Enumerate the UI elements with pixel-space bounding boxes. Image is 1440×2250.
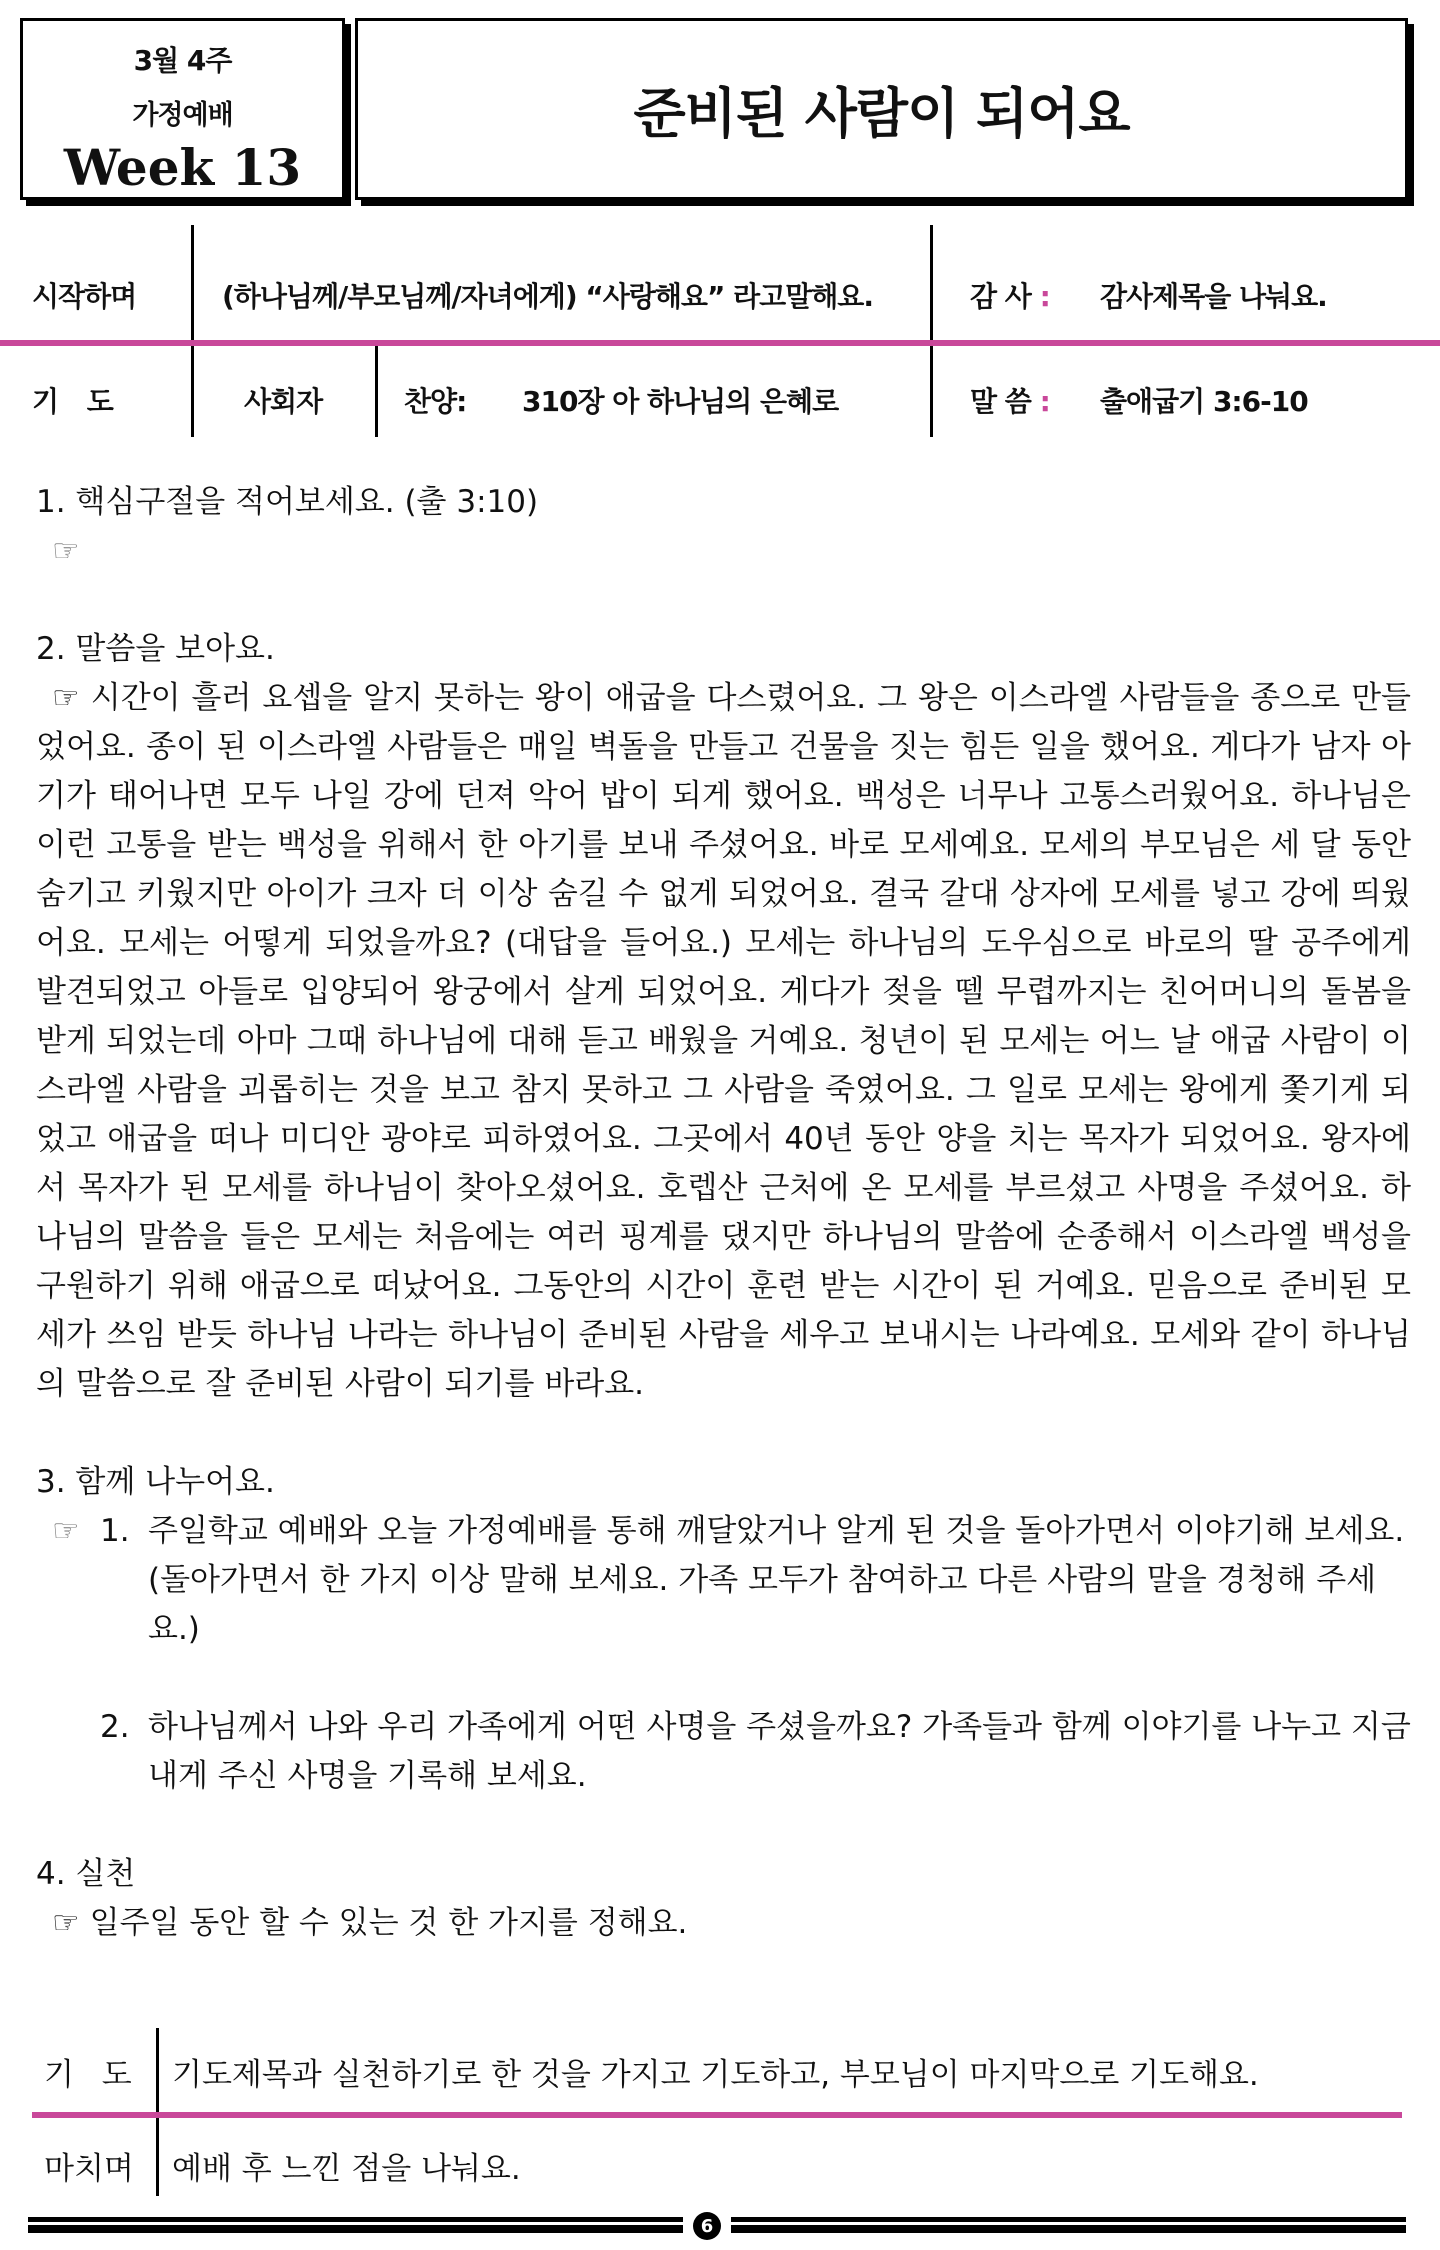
- open-label: 시작하며: [32, 280, 137, 313]
- divider: [156, 2118, 159, 2196]
- pray-label: 기 도: [32, 385, 113, 418]
- footer-rule-right: [731, 2217, 1406, 2233]
- leader-label: 사회자: [244, 385, 323, 418]
- closing-text: 예배 후 느낀 점을 나눠요.: [172, 2151, 521, 2187]
- item-number: 1.: [100, 1513, 130, 1549]
- closing-table: [32, 2023, 1402, 2208]
- colon: :: [1039, 280, 1050, 313]
- page-number: 6: [693, 2212, 721, 2240]
- thanks-label-text: 감 사: [970, 280, 1031, 313]
- week-date: 3월 4주: [133, 44, 232, 77]
- lesson-content: [36, 478, 1411, 1948]
- title-box: [355, 18, 1408, 200]
- thanks-label: [970, 275, 1050, 315]
- pink-divider: [0, 340, 1440, 346]
- order-of-service: [0, 225, 1440, 440]
- word-label: [970, 380, 1050, 420]
- item-number: 2.: [100, 1709, 130, 1745]
- pointing-hand-icon: ☞: [52, 1513, 80, 1549]
- word-label-text: 말 씀: [970, 385, 1031, 418]
- closing-pray-text: 기도제목과 실천하기로 한 것을 가지고 기도하고, 부모님이 마지막으로 기도해요.: [172, 2057, 1259, 2093]
- pointing-hand-icon: ☞: [52, 533, 80, 569]
- section-1-heading: 1. 핵심구절을 적어보세요. (출 3:10): [36, 484, 539, 520]
- pink-divider: [32, 2112, 1402, 2118]
- closing-pray-label: 기 도: [44, 2057, 132, 2093]
- divider: [930, 225, 933, 437]
- word-text: 출애굽기 3:6-10: [1100, 385, 1308, 418]
- footer-rule-left: [28, 2217, 683, 2233]
- open-text: (하나님께/부모님께/자녀에게) “사랑해요” 라고말해요.: [222, 280, 873, 313]
- list-item: [52, 1703, 1411, 1801]
- section-2-body: ☞ 시간이 흘러 요셉을 알지 못하는 왕이 애굽을 다스렸어요. 그 왕은 이스라엘 사람들을 종으로 만들었어요. 종이 된 이스라엘 사람들은 매일 벽돌을 만들고 건물을 짓는 힘든 일을 했어요. 게다가 남자 아기가 태어나면 모두 나일 강에 던져 악어 밥이 되게 했어요. 백성은 너무나 고통스러웠어요. 하나님은 이런 고통을 받는 백성을 위해서 한 아기를 보내 주셨어요. 바로 모세예요. 모세의 부모님은 세 달 동안 숨기고 키웠지만 아이가 크자 더 이상 숨길 수 없게 되었어요. 결국 갈대 상자에 모세를 넣고 강에 띄웠어요. 모세는 어떻게 되었을까요? (대답을 들어요.) 모세는 하나님의 도우심으로 바로의 딸 공주에게 발견되었고 아들로 입양되어 왕궁에서 살게 되었어요. 게다가 젖을 뗄 무렵까지는 친어머니의 돌봄을 받게 되었는데 아마 그때 하나님에 대해 듣고 배웠을 거예요. 청년이 된 모세는 어느 날 애굽 사람이 이스라엘 사람을 괴롭히는 것을 보고 참지 못하고 그 사람을 죽였어요. 그 일로 모세는 왕에게 쫓기게 되었고 애굽을 떠나 미디안 광야로 피하였어요. 그곳에서 40년 동안 양을 치는 목자가 되었어요. 왕자에서 목자가 된 모세를 하나님이 찾아오셨어요. 호렙산 근처에 온 모세를 부르셨고 사명을 주셨어요. 하나님의 말씀을 들은 모세는 처음에는 여러 핑계를 댔지만 하나님의 말씀에 순종해서 이스라엘 백성을 구원하기 위해 애굽으로 떠났어요. 그동안의 시간이 훈련 받는 시간이 된 거예요. 믿음으로 준비된 모세가 쓰임 받듯 하나님 나라는 하나님이 준비된 사람을 세우고 보내시는 나라예요. 모세와 같이 하나님의 말씀으로 잘 준비된 사람이 되기를 바라요.: [36, 680, 1411, 1402]
- page-footer: [28, 2212, 1406, 2244]
- share-list: [36, 1507, 1411, 1801]
- worship-category: 가정예배: [132, 100, 233, 131]
- section-4-body: ☞ 일주일 동안 할 수 있는 것 한 가지를 정해요.: [52, 1905, 688, 1941]
- week-number: Week 13: [63, 138, 302, 197]
- page-title: 준비된 사람이 되어요: [633, 81, 1130, 145]
- closing-label: 마치며: [44, 2151, 134, 2187]
- thanks-text: 감사제목을 나눠요.: [1100, 280, 1327, 313]
- week-box: [20, 18, 345, 200]
- colon: :: [1039, 385, 1050, 418]
- list-item: [52, 1507, 1411, 1654]
- share-item-2: 하나님께서 나와 우리 가족에게 어떤 사명을 주셨을까요? 가족들과 함께 이야기를 나누고 지금 내게 주신 사명을 기록해 보세요.: [148, 1709, 1411, 1794]
- divider: [375, 345, 378, 437]
- worship-header: [20, 18, 1415, 208]
- section-3-heading: 3. 함께 나누어요.: [36, 1464, 275, 1500]
- divider: [156, 2028, 159, 2112]
- section-2-heading: 2. 말씀을 보아요.: [36, 631, 275, 667]
- section-4-heading: 4. 실천: [36, 1856, 136, 1892]
- hymn-label: 찬양:: [404, 385, 467, 418]
- hymn-text: 310장 아 하나님의 은혜로: [522, 385, 839, 418]
- divider: [191, 225, 194, 437]
- share-item-1: 주일학교 예배와 오늘 가정예배를 통해 깨달았거나 알게 된 것을 돌아가면서 이야기해 보세요. (돌아가면서 한 가지 이상 말해 보세요. 가족 모두가 참여하고 다른 사람의 말을 경청해 주세요.): [148, 1513, 1405, 1647]
